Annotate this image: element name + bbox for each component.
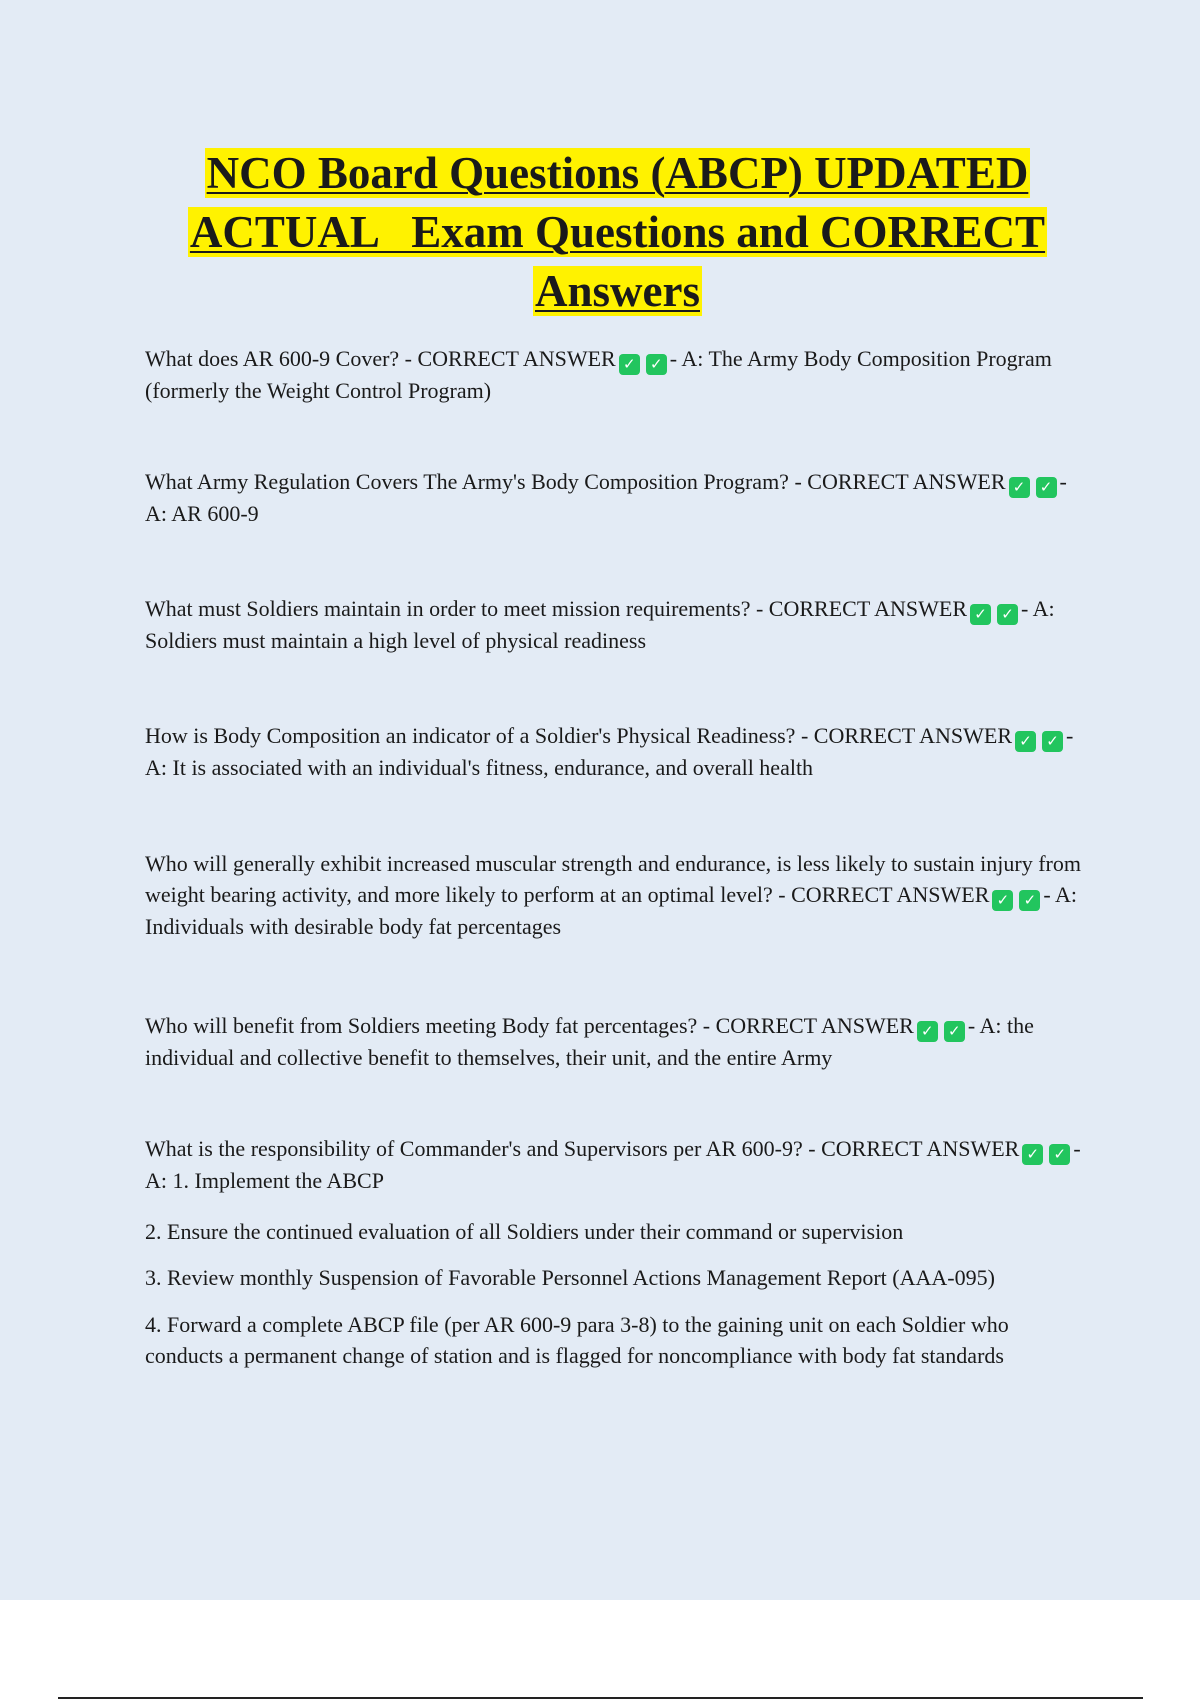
check-mark-icon: ✓: [944, 1021, 965, 1042]
check-mark-icon: ✓: [1015, 731, 1036, 752]
check-mark-icon: ✓: [1049, 1144, 1070, 1165]
qa-item: [145, 466, 1090, 529]
answer-text: - A: Soldiers must maintain a high level of physical readiness: [145, 596, 1055, 653]
answer-text: - A: the individual and collective benefit to themselves, their unit, and the entire Army: [145, 1013, 1034, 1070]
qa-item: [145, 720, 1090, 783]
check-mark-icon: ✓: [970, 604, 991, 625]
check-mark-icon: ✓: [1009, 477, 1030, 498]
check-mark-icon: ✓: [1022, 1144, 1043, 1165]
answer-text: - A: The Army Body Composition Program (formerly the Weight Control Program): [145, 346, 1052, 403]
check-mark-icon: ✓: [1036, 477, 1057, 498]
list-item: 4. Forward a complete ABCP file (per AR 600-9 para 3-8) to the gaining unit on each Soldier who conducts a permanent change of station and is flagged for noncompliance with body fat standards: [145, 1312, 1009, 1368]
list-item: 2. Ensure the continued evaluation of all Soldiers under their command or supervision: [145, 1219, 904, 1244]
answer-text: - A: AR 600-9: [145, 469, 1067, 526]
document-title: [130, 144, 1105, 321]
question-text: How is Body Composition an indicator of a Soldier's Physical Readiness? - CORRECT ANSWER: [145, 723, 1013, 748]
question-text: What must Soldiers maintain in order to meet mission requirements? - CORRECT ANSWER: [145, 596, 968, 621]
check-mark-icon: ✓: [992, 890, 1013, 911]
question-text: What is the responsibility of Commander's and Supervisors per AR 600-9? - CORRECT ANSWER: [145, 1136, 1020, 1161]
question-text: What does AR 600-9 Cover? - CORRECT ANSWER: [145, 346, 616, 371]
check-mark-icon: ✓: [646, 354, 667, 375]
question-text: Who will benefit from Soldiers meeting Body fat percentages? - CORRECT ANSWER: [145, 1013, 914, 1038]
check-mark-icon: ✓: [1019, 890, 1040, 911]
check-mark-icon: ✓: [917, 1021, 938, 1042]
answer-text: - A: It is associated with an individual's fitness, endurance, and overall health: [145, 723, 1074, 780]
qa-item: [145, 593, 1090, 656]
answer-text: - A: 1. Implement the ABCP: [145, 1136, 1081, 1193]
list-item: 3. Review monthly Suspension of Favorable Personnel Actions Management Report (AAA-095): [145, 1265, 995, 1290]
question-text: What Army Regulation Covers The Army's Body Composition Program? - CORRECT ANSWER: [145, 469, 1006, 494]
check-mark-icon: ✓: [1042, 731, 1063, 752]
qa-item: [145, 343, 1090, 406]
qa-item: [145, 1133, 1090, 1196]
question-text: Who will generally exhibit increased muscular strength and endurance, is less likely to sustain injury from weight bearing activity, and more likely to perform at an optimal level? - CORRECT ANSWER: [145, 851, 1081, 907]
qa-item: [145, 1010, 1090, 1073]
footer-divider: [58, 1697, 1143, 1699]
qa-item: [145, 848, 1090, 942]
check-mark-icon: ✓: [997, 604, 1018, 625]
title-line-1: NCO Board Questions (ABCP) UPDATED: [206, 148, 1029, 198]
check-mark-icon: ✓: [619, 354, 640, 375]
title-line-3: Answers: [535, 266, 700, 316]
title-line-2: ACTUAL Exam Questions and CORRECT: [189, 207, 1046, 257]
answer-text: - A: Individuals with desirable body fat percentages: [145, 882, 1077, 939]
